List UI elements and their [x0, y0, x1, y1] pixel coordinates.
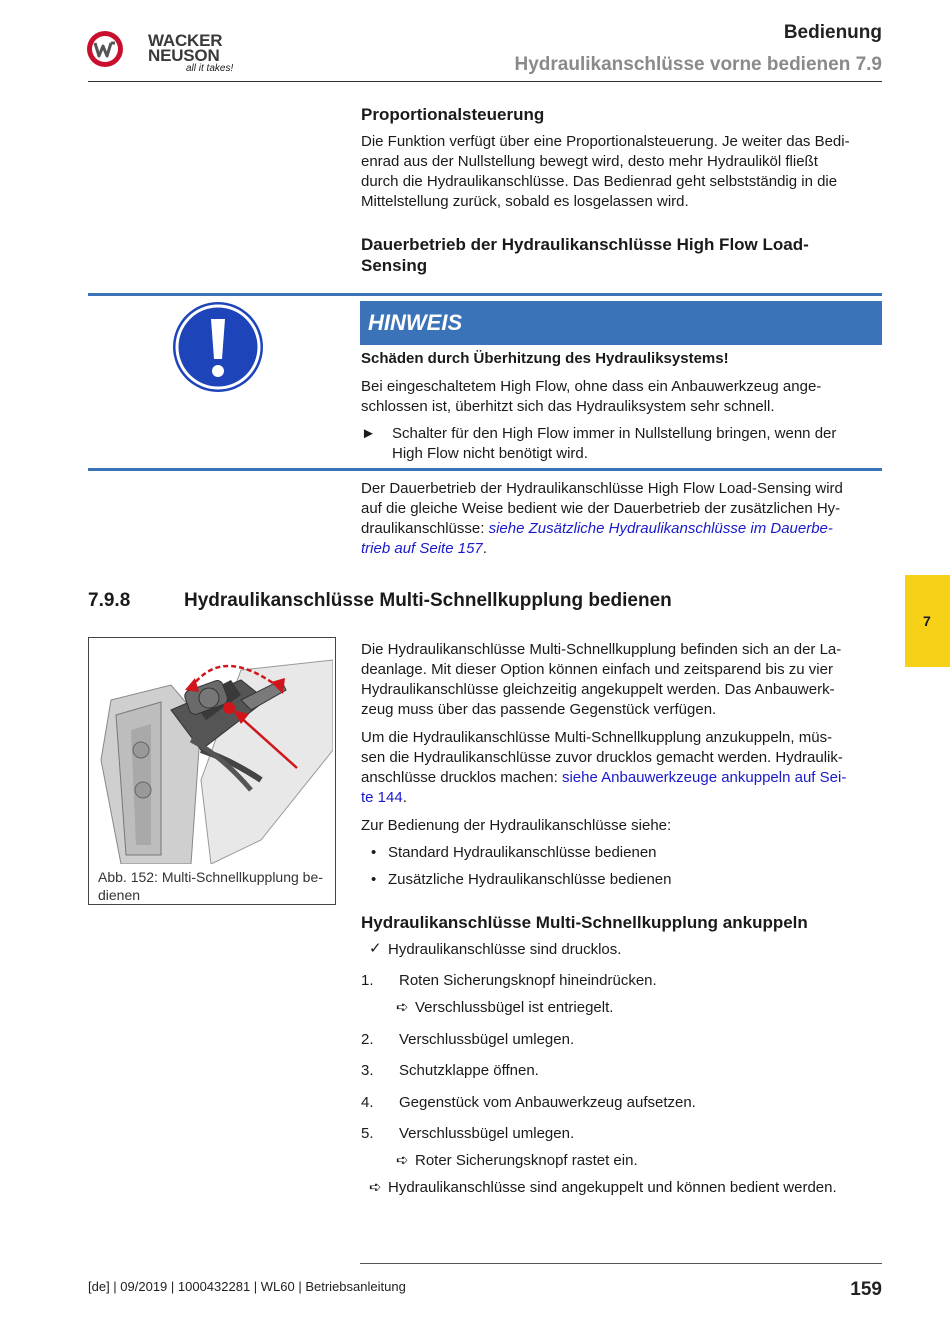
exclamation-warning-icon: [172, 301, 264, 393]
section-title: Hydraulikanschlüsse Multi-Schnellkupplung bedienen: [184, 590, 672, 611]
notice-action-text: Schalter für den High Flow immer in Nullstellung bringen, wenn der High Flow nicht benötigt wird.: [392, 425, 837, 462]
footer-document-info: [de] | 09/2019 | 1000432281 | WL60 | Betriebsanleitung: [88, 1279, 406, 1294]
link-seite-144[interactable]: te 144: [361, 789, 403, 806]
dauerbetrieb-heading: Dauerbetrieb der Hydraulikanschlüsse High Flow Load- Sensing: [361, 235, 809, 275]
final-result: Hydraulikanschlüsse sind angekuppelt und können bedient werden.: [388, 1179, 837, 1196]
section-number: 7.9.8: [88, 590, 131, 611]
notice-title: Schäden durch Überhitzung des Hydrauliksystems!: [361, 350, 729, 367]
page-number: 159: [850, 1279, 882, 1300]
link-seite-157[interactable]: trieb auf Seite 157: [361, 540, 483, 557]
step-number: 4.: [361, 1094, 374, 1111]
result-arrow-icon: ➪: [396, 999, 409, 1016]
procedure-heading: Hydraulikanschlüsse Multi-Schnellkupplung ankuppeln: [361, 913, 808, 932]
pressure-release-paragraph: Um die Hydraulikanschlüsse Multi-Schnellkupplung anzukuppeln, müs- sen die Hydraulikanschlüsse zuvor drucklos gemacht werden. Hydraulik- anschlüsse drucklos machen: siehe Anbauwerkzeuge ankuppeln auf Sei- te 144.: [361, 729, 847, 806]
notice-text: Bei eingeschaltetem High Flow, ohne dass ein Anbauwerkzeug ange- schlossen ist, überhitzt sich das Hydrauliksystem sehr schnell.: [361, 378, 822, 415]
figure-caption: Abb. 152: Multi-Schnellkupplung be- dienen: [98, 869, 323, 903]
bullet-item: Zusätzliche Hydraulikanschlüsse bedienen: [388, 871, 672, 888]
footer-divider: [360, 1263, 882, 1264]
chapter-tab-number: 7: [923, 613, 931, 629]
step-number: 3.: [361, 1062, 374, 1079]
bullet-item: Standard Hydraulikanschlüsse bedienen: [388, 844, 657, 861]
link-anbauwerkzeuge-ankuppeln[interactable]: siehe Anbauwerkzeuge ankuppeln auf Sei-: [561, 769, 847, 786]
step-text: Roten Sicherungsknopf hineindrücken.: [399, 972, 657, 989]
proportional-heading: Proportionalsteuerung: [361, 105, 545, 124]
multi-coupling-illustration: [91, 640, 333, 864]
logo-tagline: all it takes!: [186, 63, 234, 74]
chapter-tab[interactable]: [905, 575, 950, 667]
step-text: Schutzklappe öffnen.: [399, 1062, 539, 1079]
operation-reference-intro: Zur Bedienung der Hydraulikanschlüsse siehe:: [361, 817, 672, 834]
notice-label: HINWEIS: [368, 310, 463, 335]
header-chapter-title: Bedienung: [783, 22, 882, 43]
wacker-neuson-logo-icon: [86, 30, 124, 68]
precondition-text: Hydraulikanschlüsse sind drucklos.: [388, 941, 622, 958]
step-result: Roter Sicherungsknopf rastet ein.: [415, 1152, 638, 1169]
notice-label-bar: [360, 301, 882, 345]
step-result: Verschlussbügel ist entriegelt.: [415, 999, 614, 1016]
dauerbetrieb-paragraph: Der Dauerbetrieb der Hydraulikanschlüsse High Flow Load-Sensing wird auf die gleiche Weise bedient wie der Dauerbetrieb der zusätzlichen Hy- draulikanschlüsse: siehe Zusätzliche Hydraulikanschlüsse im Dauerbe- trieb auf Seite 157.: [361, 480, 843, 557]
result-arrow-icon: ➪: [369, 1179, 382, 1196]
proportional-paragraph: Die Funktion verfügt über eine Proportionalsteuerung. Je weiter das Bedi- enrad aus der Nullstellung bewegt wird, desto mehr Hydrauliköl fließt durch die Hydraulikanschlüsse. Das Bedienrad geht selbstständig in die Mittelstellung zurück, sobald es losgelassen wird.: [361, 133, 850, 210]
step-number: 1.: [361, 972, 374, 989]
step-number: 2.: [361, 1031, 374, 1048]
result-arrow-icon: ➪: [396, 1152, 409, 1169]
header-divider: [88, 81, 882, 82]
header-section-title: Hydraulikanschlüsse vorne bedienen 7.9: [514, 54, 882, 75]
notice-top-rule: [88, 293, 882, 296]
link-zusaetzliche-dauerbetrieb[interactable]: siehe Zusätzliche Hydraulikanschlüsse im Dauerbe-: [488, 520, 833, 537]
intro-paragraph: Die Hydraulikanschlüsse Multi-Schnellkupplung befinden sich an der La- deanlage. Mit dieser Option können einfach und zeitsparend bis zu vier Hydraulikanschlüsse gleichzeitig angekuppelt werden. Das Anbauwerk- zeug muss über das passende Gegenstück verfügen.: [361, 641, 842, 718]
logo-wordmark: WACKER NEUSON: [148, 31, 223, 65]
step-text: Gegenstück vom Anbauwerkzeug aufsetzen.: [399, 1094, 696, 1111]
bullet-marker: •: [371, 871, 377, 888]
step-text: Verschlussbügel umlegen.: [399, 1031, 575, 1048]
notice-bottom-rule: [88, 468, 882, 471]
step-number: 5.: [361, 1125, 374, 1142]
step-text: Verschlussbügel umlegen.: [399, 1125, 575, 1142]
notice-action-marker: ►: [361, 425, 376, 442]
check-icon: ✓: [369, 940, 382, 957]
bullet-marker: •: [371, 844, 377, 861]
